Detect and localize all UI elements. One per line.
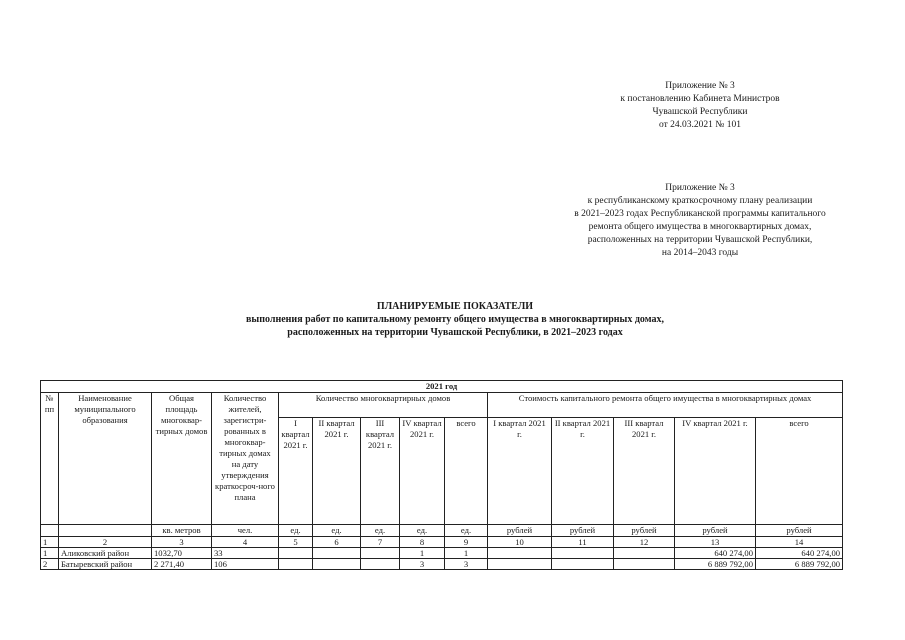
cell-cost-q4: 640 274,00 xyxy=(675,548,756,559)
cell-cost-q1 xyxy=(488,559,552,570)
column-number: 11 xyxy=(552,537,614,548)
unit-cell: ед. xyxy=(400,525,445,537)
column-number: 6 xyxy=(313,537,361,548)
unit-cell: рублей xyxy=(614,525,675,537)
document-title xyxy=(150,300,760,339)
title-line-1: ПЛАНИРУЕМЫЕ ПОКАЗАТЕЛИ xyxy=(376,301,534,312)
cell-cost-q1 xyxy=(488,548,552,559)
unit-cell: ед. xyxy=(279,525,313,537)
unit-cell xyxy=(41,525,59,537)
column-number-row xyxy=(41,537,843,548)
cell-count-q2 xyxy=(313,559,361,570)
table-row xyxy=(41,548,843,559)
cell-count-q3 xyxy=(361,559,400,570)
cell-count-q1 xyxy=(279,559,313,570)
cell-cost-q2 xyxy=(552,548,614,559)
unit-cell: ед. xyxy=(313,525,361,537)
header-area: Общая площадь многоквар-тирных домов xyxy=(152,393,212,525)
units-row xyxy=(41,525,843,537)
annex-line: Чувашской Республики xyxy=(652,107,748,117)
cell-count-q3 xyxy=(361,548,400,559)
year-header: 2021 год xyxy=(41,381,843,393)
table-row xyxy=(41,559,843,570)
title-line-2: выполнения работ по капитальному ремонту общего имущества в многоквартирных домах, xyxy=(246,314,664,325)
header-cost-group: Стоимость капитального ремонта общего имущества в многоквартирных домах xyxy=(488,393,843,418)
cell-residents: 106 xyxy=(212,559,279,570)
header-cost-q1: I квартал 2021 г. xyxy=(488,418,552,525)
cell-cost-total: 6 889 792,00 xyxy=(756,559,843,570)
cell-area: 2 271,40 xyxy=(152,559,212,570)
unit-cell: ед. xyxy=(445,525,488,537)
unit-cell: рублей xyxy=(756,525,843,537)
header-residents: Количество жителей, зарегистри-рованных в многоквар-тирных домах на дату утверждения краткосроч-ного плана xyxy=(212,393,279,525)
annex-line: от 24.03.2021 № 101 xyxy=(659,120,741,130)
cell-count-q4: 3 xyxy=(400,559,445,570)
header-count-q1: I квартал 2021 г. xyxy=(279,418,313,525)
column-number: 1 xyxy=(41,537,59,548)
header-num: № пп xyxy=(41,393,59,525)
unit-cell: ед. xyxy=(361,525,400,537)
cell-residents: 33 xyxy=(212,548,279,559)
cell-cost-q3 xyxy=(614,559,675,570)
annex-header-decree xyxy=(560,80,840,132)
cell-count-total: 3 xyxy=(445,559,488,570)
annex-line: Приложение № 3 xyxy=(665,81,735,91)
cell-area: 1032,70 xyxy=(152,548,212,559)
cell-count-total: 1 xyxy=(445,548,488,559)
cell-count-q2 xyxy=(313,548,361,559)
header-cost-q3: III квартал 2021 г. xyxy=(614,418,675,525)
cell-name: Аликовский район xyxy=(59,548,152,559)
annex-line: к республиканскому краткосрочному плану реализации xyxy=(587,196,813,206)
header-cost-q4: IV квартал 2021 г. xyxy=(675,418,756,525)
header-cost-total: всего xyxy=(756,418,843,525)
unit-cell: рублей xyxy=(552,525,614,537)
column-number: 9 xyxy=(445,537,488,548)
cell-name: Батыревский район xyxy=(59,559,152,570)
column-number: 2 xyxy=(59,537,152,548)
header-count-q2: II квартал 2021 г. xyxy=(313,418,361,525)
header-row-1 xyxy=(41,393,843,418)
cell-count-q4: 1 xyxy=(400,548,445,559)
column-number: 8 xyxy=(400,537,445,548)
header-count-q4: IV квартал 2021 г. xyxy=(400,418,445,525)
column-number: 12 xyxy=(614,537,675,548)
header-count-total: всего xyxy=(445,418,488,525)
unit-cell: рублей xyxy=(675,525,756,537)
unit-cell: кв. метров xyxy=(152,525,212,537)
header-name: Наименование муниципального образования xyxy=(59,393,152,525)
header-count-q3: III квартал 2021 г. xyxy=(361,418,400,525)
indicators-table xyxy=(40,380,843,570)
column-number: 4 xyxy=(212,537,279,548)
cell-cost-q4: 6 889 792,00 xyxy=(675,559,756,570)
unit-cell xyxy=(59,525,152,537)
cell-count-q1 xyxy=(279,548,313,559)
title-line-3: расположенных на территории Чувашской Республики, в 2021–2023 годах xyxy=(287,327,623,338)
annex-header-plan xyxy=(520,182,880,260)
cell-num: 2 xyxy=(41,559,59,570)
cell-cost-total: 640 274,00 xyxy=(756,548,843,559)
annex-line: Приложение № 3 xyxy=(665,183,735,193)
annex-line: ремонта общего имущества в многоквартирных домах, xyxy=(588,222,812,232)
annex-line: на 2014–2043 годы xyxy=(661,248,739,258)
annex-line: в 2021–2023 годах Республиканской программы капитального xyxy=(574,209,826,219)
column-number: 7 xyxy=(361,537,400,548)
column-number: 13 xyxy=(675,537,756,548)
annex-line: к постановлению Кабинета Министров xyxy=(620,94,780,104)
cell-num: 1 xyxy=(41,548,59,559)
unit-cell: рублей xyxy=(488,525,552,537)
cell-cost-q3 xyxy=(614,548,675,559)
column-number: 14 xyxy=(756,537,843,548)
column-number: 5 xyxy=(279,537,313,548)
header-count-group: Количество многоквартирных домов xyxy=(279,393,488,418)
header-cost-q2: II квартал 2021 г. xyxy=(552,418,614,525)
column-number: 10 xyxy=(488,537,552,548)
column-number: 3 xyxy=(152,537,212,548)
year-row xyxy=(41,381,843,393)
annex-line: расположенных на территории Чувашской Республики, xyxy=(587,235,813,245)
unit-cell: чел. xyxy=(212,525,279,537)
cell-cost-q2 xyxy=(552,559,614,570)
